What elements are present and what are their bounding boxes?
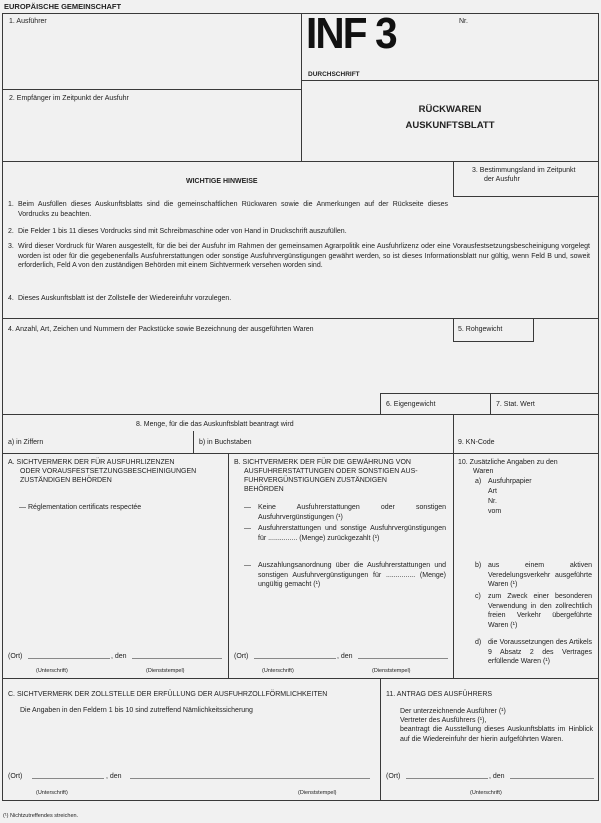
field-8b-label: b) in Buchstaben bbox=[199, 439, 252, 446]
field-8a-label: a) in Ziffern bbox=[8, 439, 44, 446]
section-10a-label: a) bbox=[475, 478, 482, 485]
place-input[interactable] bbox=[32, 778, 104, 779]
field-4-input[interactable] bbox=[4, 336, 450, 391]
place-label: (Ort) bbox=[386, 773, 401, 780]
place-label: (Ort) bbox=[8, 653, 23, 660]
section-a-title: ODER VORAUSFESTSETZUNGSBESCHEINIGUNGEN bbox=[20, 468, 197, 475]
stamp-label: (Dienststempel) bbox=[146, 668, 185, 674]
section-c-title: C. SICHTVERMERK DER ZOLLSTELLE DER ERFÜLLUNG DER AUSFUHRZOLLFÖRMLICHKEITEN bbox=[8, 691, 328, 698]
signature-label: (Unterschrift) bbox=[262, 668, 294, 674]
section-10a-line: Nr. bbox=[488, 498, 497, 505]
notes-heading: WICHTIGE HINWEISE bbox=[186, 178, 258, 185]
section-b-item: Ausfuhrerstattungen und sonstige Ausfuhrvergünstigungen für ............... (Menge) zurückgezahlt (¹) bbox=[258, 525, 446, 542]
section-10-title: Waren bbox=[473, 468, 494, 475]
field-1-label: 1. Ausführer bbox=[9, 18, 47, 25]
note-number: 1. bbox=[8, 201, 14, 208]
date-label: , den bbox=[337, 653, 353, 660]
date-label: , den bbox=[111, 653, 127, 660]
section-a-title: ZUSTÄNDIGEN BEHÖRDEN bbox=[20, 477, 112, 484]
section-b-item: Keine Ausfuhrerstattungen oder sonstigen Ausfuhrvergünstigungen (¹) bbox=[258, 504, 446, 521]
section-10-title: 10. Zusätzliche Angaben zu den bbox=[458, 459, 558, 466]
field-8-label: 8. Menge, für die das Auskunftsblatt beantragt wird bbox=[136, 421, 294, 428]
place-label: (Ort) bbox=[8, 773, 23, 780]
section-b-title: FUHRVERGÜNSTIGUNGEN ZUSTÄNDIGEN bbox=[244, 477, 387, 484]
date-label: , den bbox=[489, 773, 505, 780]
copy-label: DURCHSCHRIFT bbox=[308, 71, 360, 78]
date-input[interactable] bbox=[510, 778, 594, 779]
section-11-title: 11. ANTRAG DES AUSFÜHRERS bbox=[386, 691, 493, 698]
place-input[interactable] bbox=[254, 658, 336, 659]
date-input[interactable] bbox=[132, 658, 222, 659]
stamp-label: (Dienststempel) bbox=[372, 668, 411, 674]
section-10b-text: aus einem aktiven Veredelungsverkehr ausgeführte Waren (¹) bbox=[488, 562, 592, 588]
note-number: 2. bbox=[8, 228, 14, 235]
field-1-input[interactable] bbox=[4, 28, 299, 87]
place-input[interactable] bbox=[406, 778, 488, 779]
section-c-text: Die Angaben in den Feldern 1 bis 10 sind zutreffend Nämlichkeitssicherung bbox=[20, 707, 253, 714]
field-3-label-line2: der Ausfuhr bbox=[484, 176, 520, 183]
signature-label: (Unterschrift) bbox=[36, 668, 68, 674]
field-3-input[interactable] bbox=[456, 185, 596, 195]
field-2-label: 2. Empfänger im Zeitpunkt der Ausfuhr bbox=[9, 95, 129, 102]
note-text: Beim Ausfüllen dieses Auskunftsblatts sind die gemeinschaftlichen Rückwaren sowie die Anmerkungen auf der Rückseite dieses Vordrucks zu beachten. bbox=[18, 201, 448, 218]
note-number: 3. bbox=[8, 243, 14, 250]
place-input[interactable] bbox=[28, 658, 110, 659]
field-6-label: 6. Eigengewicht bbox=[386, 401, 436, 408]
stamp-label: (Dienststempel) bbox=[298, 790, 337, 796]
section-10a-line: vom bbox=[488, 508, 502, 515]
note-text: Die Felder 1 bis 11 dieses Vordrucks sind mit Schreibmaschine oder von Hand in Druckschrift auszufüllen. bbox=[18, 228, 347, 235]
field-5-label: 5. Rohgewicht bbox=[458, 326, 503, 333]
section-b-title: BEHÖRDEN bbox=[244, 486, 284, 493]
place-label: (Ort) bbox=[234, 653, 249, 660]
field-7-label: 7. Stat. Wert bbox=[496, 401, 535, 408]
note-number: 4. bbox=[8, 295, 14, 302]
form-code: INF 3 bbox=[306, 9, 396, 58]
title-line-2: AUSKUNFTSBLATT bbox=[405, 120, 495, 131]
section-10a-line: Art bbox=[488, 488, 497, 495]
section-10c-text: zum Zweck einer besonderen Verwendung in den zollrechtlich freien Verkehr übergeführte Waren (¹) bbox=[488, 593, 592, 629]
number-input[interactable] bbox=[472, 15, 596, 65]
signature-label: (Unterschrift) bbox=[36, 790, 68, 796]
field-3-label-line1: 3. Bestimmungsland im Zeitpunkt bbox=[472, 167, 576, 174]
field-4-label: 4. Anzahl, Art, Zeichen und Nummern der Packstücke sowie Bezeichnung der ausgeführten Waren bbox=[8, 326, 314, 333]
title-line-1: RÜCKWAREN bbox=[418, 104, 482, 115]
note-text: Wird dieser Vordruck für Waren ausgestellt, für die bei der Ausfuhr im Rahmen der gemeinsamen Agrarpolitik eine Ausfuhrlizenz oder eine Vorausfestsetzungsbescheinigung vorgelegt worden ist oder für die gegebenenfalls Ausfuhrerstattungen oder sonstige Ausfuhrvergünstigungen gewährt werden, so ist dieses Informationsblatt nur gültig, wenn Feld B und, soweit erforderlich, Feld A von den zuständigen Behörden mit einem Sichtvermerk versehen worden sind. bbox=[18, 243, 590, 269]
signature-label: (Unterschrift) bbox=[470, 790, 502, 796]
section-10a-line: Ausfuhrpapier bbox=[488, 478, 532, 485]
date-label: , den bbox=[106, 773, 122, 780]
field-8a-input[interactable] bbox=[50, 433, 190, 451]
representative-option[interactable]: Vertreter des Ausführers (¹), bbox=[400, 717, 487, 724]
date-input[interactable] bbox=[358, 658, 448, 659]
community-label: EUROPÄISCHE GEMEINSCHAFT bbox=[4, 2, 122, 11]
footnote: (¹) Nichtzutreffendes streichen. bbox=[3, 813, 79, 819]
field-2-input[interactable] bbox=[4, 105, 299, 159]
section-b-item: Auszahlungsanordnung über die Ausfuhrerstattungen und sonstigen Ausfuhrvergünstigungen für ............... (Menge) ungültig gemacht (¹) bbox=[258, 562, 446, 588]
number-label: Nr. bbox=[459, 18, 468, 25]
exporter-option[interactable]: Der unterzeichnende Ausführer (¹) bbox=[400, 708, 506, 715]
section-10d-text: die Voraussetzungen des Artikels 9 Absatz 2 des Vertrages erfüllende Waren (¹) bbox=[488, 639, 592, 665]
section-a-title: A. SICHTVERMERK DER FÜR AUSFUHRLIZENZEN bbox=[8, 459, 175, 466]
field-8b-input[interactable] bbox=[250, 433, 450, 451]
section-b-title: B. SICHTVERMERK DER FÜR DIE GEWÄHRUNG VON bbox=[234, 459, 411, 466]
section-a-item: — Réglementation certificats respectée bbox=[19, 504, 142, 511]
section-11-text: beantragt die Ausstellung dieses Auskunftsblatts im Hinblick auf die Wiedereinfuhr der hierin aufgeführten Waren. bbox=[400, 726, 593, 743]
section-b-title: AUSFUHRERSTATTUNGEN ODER SONSTIGEN AUS- bbox=[244, 468, 418, 475]
date-input[interactable] bbox=[130, 778, 370, 779]
note-text: Dieses Auskunftsblatt ist der Zollstelle der Wiedereinfuhr vorzulegen. bbox=[18, 295, 232, 302]
field-9-label: 9. KN-Code bbox=[458, 439, 495, 446]
